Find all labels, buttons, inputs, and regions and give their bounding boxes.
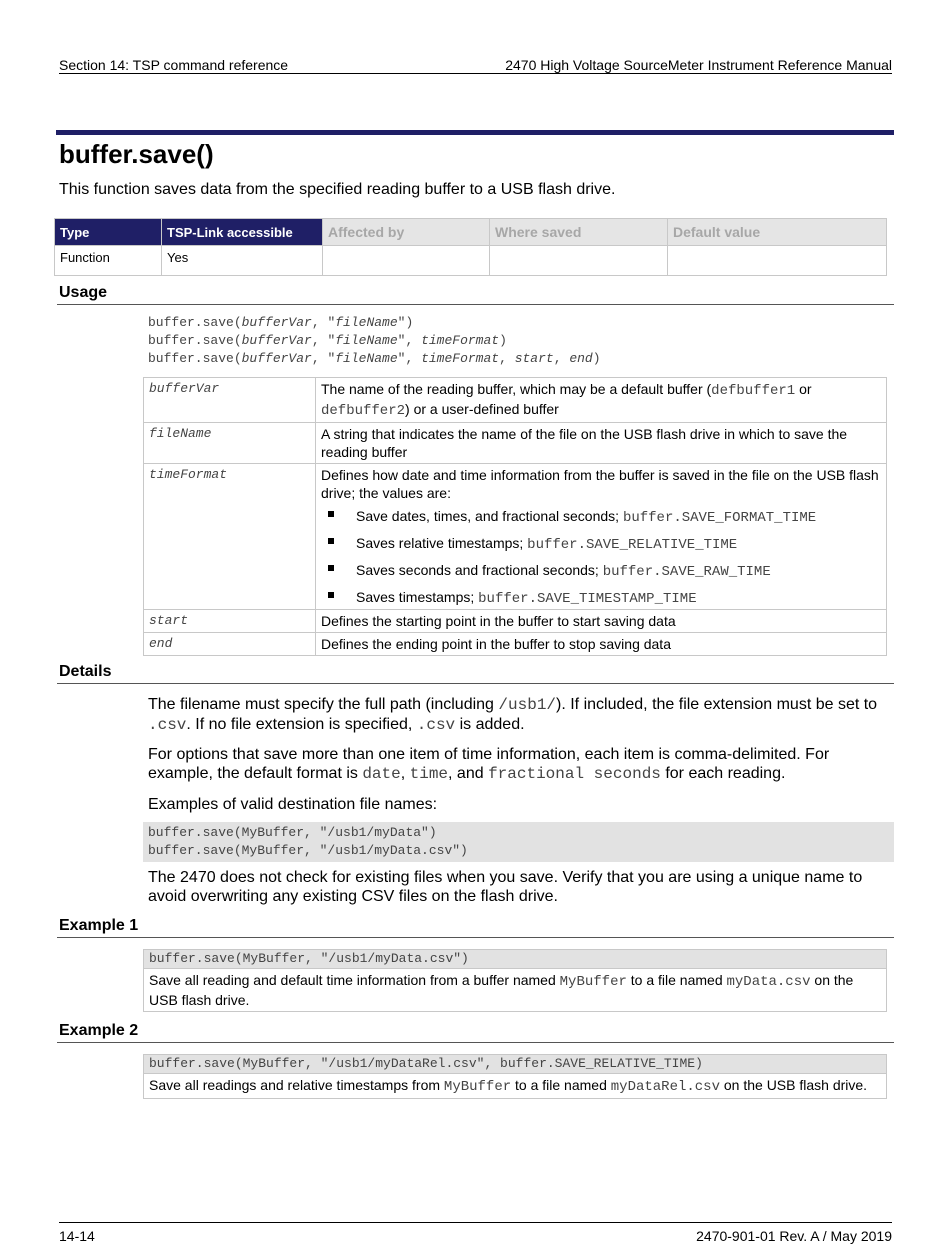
- param-name: fileName: [144, 423, 316, 464]
- usage-arg: bufferVar: [241, 351, 312, 366]
- code-example-block: [143, 822, 894, 862]
- param-name: bufferVar: [144, 378, 316, 423]
- param-name: end: [144, 633, 316, 656]
- example-desc: [143, 1074, 887, 1099]
- example-text: Save all reading and default time information from a buffer named: [149, 972, 560, 988]
- header-section: Section 14: TSP command reference: [59, 57, 289, 73]
- param-desc: Defines the starting point in the buffer to start saving data: [316, 610, 887, 633]
- details-code: /usb1/: [498, 696, 557, 714]
- example-text: on the USB flash drive.: [719, 1077, 868, 1093]
- header-type: Type: [55, 219, 162, 246]
- page-footer: [59, 1222, 892, 1244]
- param-row: [144, 464, 887, 610]
- parameters-table: [143, 377, 887, 656]
- option-text: Saves seconds and fractional seconds;: [356, 562, 603, 578]
- header-affected-by: Affected by: [323, 219, 490, 246]
- header-manual-title: 2470 High Voltage SourceMeter Instrument Reference Manual: [505, 57, 892, 73]
- usage-arg: timeFormat: [421, 351, 500, 366]
- example1-block: [143, 949, 887, 1012]
- example2-block: [143, 1054, 887, 1099]
- usage-arg: start: [514, 351, 554, 366]
- param-name: timeFormat: [144, 464, 316, 610]
- param-desc: [316, 464, 887, 610]
- usage-arg: fileName: [335, 333, 398, 348]
- attributes-header-row: [55, 219, 887, 246]
- example-code: buffer.save(MyBuffer, "/usb1/myData.csv"): [143, 949, 887, 969]
- example-code-inline: MyBuffer: [559, 974, 627, 990]
- details-code: .csv: [416, 716, 456, 734]
- example-text: on the USB flash drive.: [149, 972, 854, 1008]
- code-line: buffer.save(MyBuffer, "/usb1/myData.csv"): [148, 843, 468, 858]
- param-row: [144, 378, 887, 423]
- param-text: The name of the reading buffer, which may be a default buffer (: [321, 381, 712, 397]
- details-text: ,: [400, 765, 410, 782]
- details-paragraph: Examples of valid destination file names:: [148, 796, 438, 813]
- details-text: . If no file extension is specified,: [186, 716, 417, 733]
- details-text: ). If included, the file extension must be set to: [556, 696, 878, 713]
- details-code: fractional seconds: [488, 765, 661, 783]
- option-item: [321, 533, 881, 560]
- header-default-value: Default value: [668, 219, 887, 246]
- param-row: [144, 610, 887, 633]
- option-code: buffer.SAVE_TIMESTAMP_TIME: [478, 591, 697, 607]
- option-item: [321, 587, 881, 607]
- details-paragraph: [148, 745, 888, 784]
- param-desc: Defines the ending point in the buffer to stop saving data: [316, 633, 887, 656]
- example1-heading: Example 1: [57, 917, 894, 938]
- option-code: buffer.SAVE_RAW_TIME: [602, 564, 771, 580]
- title-rule: [56, 130, 894, 135]
- page-title: buffer.save(): [59, 139, 214, 169]
- usage-func: buffer.save(: [148, 351, 242, 366]
- usage-func: buffer.save(: [148, 315, 242, 330]
- usage-arg: bufferVar: [241, 333, 312, 348]
- example-text: to a file named: [626, 972, 727, 988]
- option-text: Saves timestamps;: [356, 589, 479, 605]
- value-tsp-link: Yes: [162, 246, 323, 276]
- attributes-value-row: [55, 246, 887, 276]
- option-item: [321, 506, 881, 533]
- param-row: [144, 633, 887, 656]
- details-heading: Details: [57, 663, 894, 684]
- param-code: defbuffer1: [711, 383, 796, 399]
- usage-arg: timeFormat: [421, 333, 500, 348]
- param-name: start: [144, 610, 316, 633]
- document-revision: 2470-901-01 Rev. A / May 2019: [696, 1228, 892, 1244]
- details-text: For options that save more than one item of time information, each item is comma-delimited. For example, the default format is: [148, 746, 830, 782]
- header-tsp-link: TSP-Link accessible: [162, 219, 323, 246]
- example-code: buffer.save(MyBuffer, "/usb1/myDataRel.csv", buffer.SAVE_RELATIVE_TIME): [143, 1054, 887, 1074]
- details-text: for each reading.: [660, 765, 786, 782]
- param-row: [144, 423, 887, 464]
- details-code: time: [409, 765, 449, 783]
- usage-arg: bufferVar: [241, 315, 312, 330]
- example2-heading: Example 2: [57, 1022, 894, 1043]
- usage-line: buffer.save(bufferVar, "fileName", timeFormat): [148, 333, 507, 348]
- details-paragraph: The 2470 does not check for existing files when you save. Verify that you are using a unique name to avoid overwriting any existing CSV files on the flash drive.: [148, 869, 863, 905]
- value-default: [668, 246, 887, 276]
- param-text: or: [795, 381, 812, 397]
- usage-arg: fileName: [335, 351, 398, 366]
- details-code: date: [362, 765, 401, 783]
- example-code-inline: MyBuffer: [443, 1079, 512, 1095]
- usage-heading: Usage: [57, 284, 894, 305]
- example-text: Save all readings and relative timestamps from: [149, 1077, 444, 1093]
- header-where-saved: Where saved: [490, 219, 668, 246]
- details-code: .csv: [148, 716, 187, 734]
- value-affected-by: [323, 246, 490, 276]
- param-text: Defines how date and time information from the buffer is saved in the file on the USB flash drive; the values are:: [321, 467, 879, 501]
- page-number: 14-14: [59, 1228, 95, 1244]
- usage-line: buffer.save(bufferVar, "fileName", timeFormat, start, end): [148, 351, 601, 366]
- usage-func: buffer.save(: [148, 333, 242, 348]
- example-desc: [143, 969, 887, 1012]
- details-text: The filename must specify the full path (including: [148, 696, 499, 713]
- value-type: Function: [55, 246, 162, 276]
- option-text: Saves relative timestamps;: [356, 535, 528, 551]
- param-code: defbuffer2: [321, 403, 406, 419]
- attributes-table: [54, 218, 887, 276]
- usage-arg: fileName: [335, 315, 398, 330]
- usage-arg: end: [569, 351, 593, 366]
- example-text: to a file named: [511, 1077, 611, 1093]
- option-text: Save dates, times, and fractional seconds;: [356, 508, 623, 524]
- option-code: buffer.SAVE_FORMAT_TIME: [622, 510, 817, 526]
- param-desc: [316, 378, 887, 423]
- example-code-inline: myDataRel.csv: [610, 1079, 720, 1095]
- option-code: buffer.SAVE_RELATIVE_TIME: [527, 537, 738, 553]
- param-text: ) or a user-defined buffer: [405, 401, 559, 417]
- option-item: [321, 560, 881, 587]
- time-format-options: [321, 506, 881, 607]
- value-where-saved: [490, 246, 668, 276]
- page-header: [59, 57, 892, 74]
- intro-text: This function saves data from the specified reading buffer to a USB flash drive.: [59, 181, 616, 198]
- example-code-inline: myData.csv: [726, 974, 811, 990]
- details-text: is added.: [455, 716, 525, 733]
- details-paragraph: [148, 695, 888, 735]
- usage-line: buffer.save(bufferVar, "fileName"): [148, 315, 414, 330]
- param-desc: A string that indicates the name of the file on the USB flash drive in which to save the reading buffer: [316, 423, 887, 464]
- usage-block: [148, 314, 601, 368]
- details-text: , and: [448, 765, 489, 782]
- code-line: buffer.save(MyBuffer, "/usb1/myData"): [148, 825, 437, 840]
